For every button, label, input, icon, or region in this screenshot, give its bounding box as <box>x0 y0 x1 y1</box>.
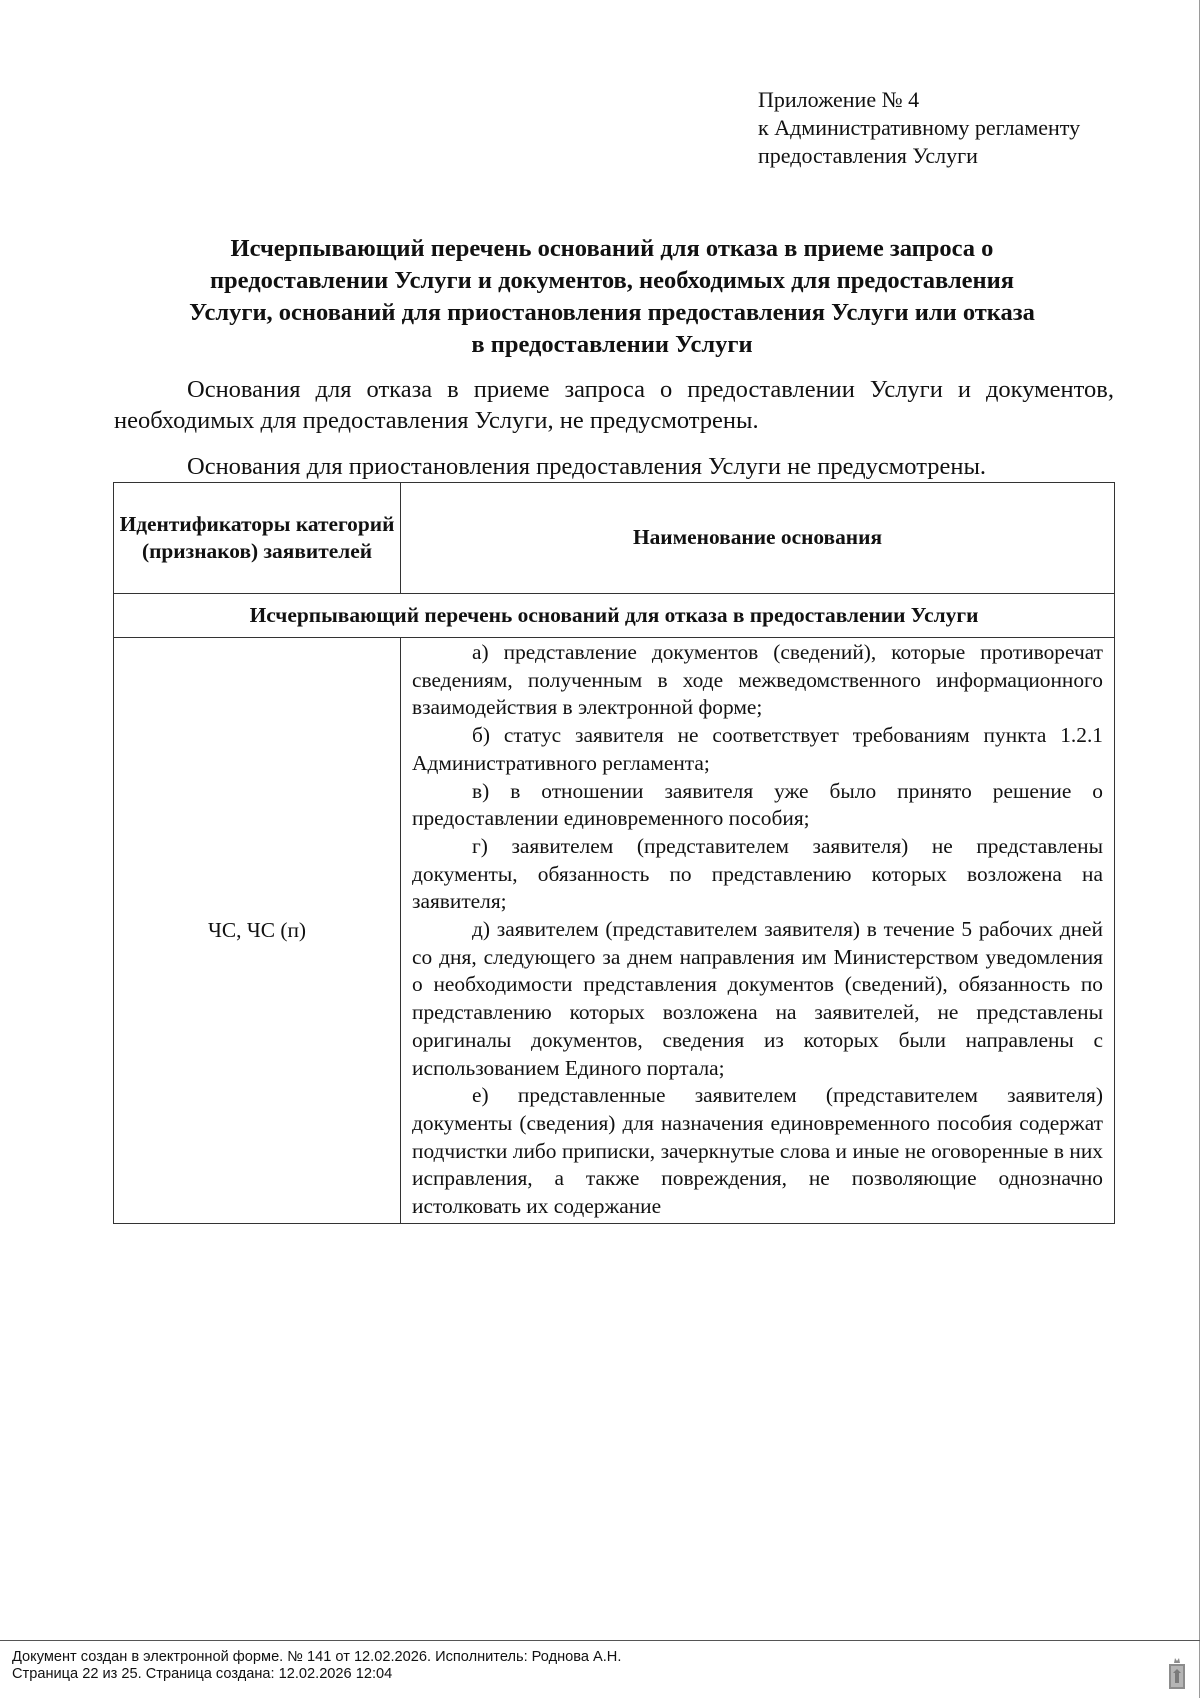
paragraph-suspension-text: Основания для приостановления предоставления Услуги не предусмотрены. <box>187 453 987 480</box>
title-line-3: Услуги, оснований для приостановления предоставления Услуги или отказа <box>189 299 1035 326</box>
grounds-list-cell <box>401 638 1115 1224</box>
list-item-text: д) заявителем (представителем заявителя) в течение 5 рабочих дней со дня, следующего за днем направления им Министерством уведомления о необходимости представления документов (сведений), обязанность по представлению которых возложена на заявителей, не представлены оригиналы документов, сведения из которых были направлены с использованием Единого портала; <box>412 917 1103 1080</box>
footer-line-2: Страница 22 из 25. Страница создана: 12.02.2026 12:04 <box>12 1666 393 1682</box>
footer-line-1: Документ создан в электронной форме. № 141 от 12.02.2026. Исполнитель: Роднова А.Н. <box>12 1649 622 1665</box>
list-item-text: г) заявителем (представителем заявителя) не представлены документы, обязанность по представлению которых возложена на заявителя; <box>412 833 1103 914</box>
list-item <box>412 778 1103 833</box>
paragraph-refusal-intake <box>114 374 1114 436</box>
list-item <box>412 722 1103 777</box>
category-cell: ЧС, ЧС (п) <box>114 638 401 1224</box>
footer-text <box>12 1649 621 1683</box>
list-item-text: а) представление документов (сведений), которые противоречат сведениям, полученным в ходе межведомственного информационного взаимодействия в электронной форме; <box>412 640 1103 720</box>
header-ground-name: Наименование основания <box>401 483 1115 594</box>
annex-reference <box>758 86 1080 170</box>
table-section-row <box>114 594 1115 638</box>
document-footer <box>0 1640 1200 1699</box>
coat-of-arms-icon <box>1166 1655 1188 1691</box>
title-line-2: предоставлении Услуги и документов, необходимых для предоставления <box>209 267 1015 294</box>
header-categories: Идентификаторы категорий (признаков) заявителей <box>114 483 401 594</box>
paragraph-refusal-intake-text: Основания для отказа в приеме запроса о предоставлении Услуги и документов, необходимых для предоставления Услуги, не предусмотрены. <box>114 376 1114 434</box>
list-item-text: е) представленные заявителем (представителем заявителя) документы (сведения) для назначения единовременного пособия содержат подчистки либо приписки, зачеркнутые слова и иные не оговоренные в них исправления, а также повреждения, не позволяющие однозначно истолковать их содержание <box>412 1083 1103 1219</box>
list-item <box>412 916 1103 1082</box>
list-item <box>412 1082 1103 1221</box>
title-line-4: в предоставлении Услуги <box>471 331 753 358</box>
document-title <box>112 233 1112 361</box>
list-item-text: б) статус заявителя не соответствует требованиям пункта 1.2.1 Административного регламента; <box>412 723 1103 775</box>
table-row <box>114 638 1115 1224</box>
list-item-text: в) в отношении заявителя уже было принято решение о предоставлении единовременного пособия; <box>412 778 1103 831</box>
annex-line-1: Приложение № 4 <box>758 87 920 112</box>
annex-line-2: к Административному регламенту <box>758 115 1081 140</box>
table-header-row <box>114 483 1115 594</box>
grounds-table <box>113 482 1115 1224</box>
list-item <box>412 638 1103 722</box>
section-title: Исчерпывающий перечень оснований для отказа в предоставлении Услуги <box>114 594 1115 638</box>
paragraph-suspension <box>114 451 1114 482</box>
title-line-1: Исчерпывающий перечень оснований для отказа в приеме запроса о <box>230 235 994 262</box>
list-item <box>412 833 1103 916</box>
annex-line-3: предоставления Услуги <box>758 143 978 168</box>
